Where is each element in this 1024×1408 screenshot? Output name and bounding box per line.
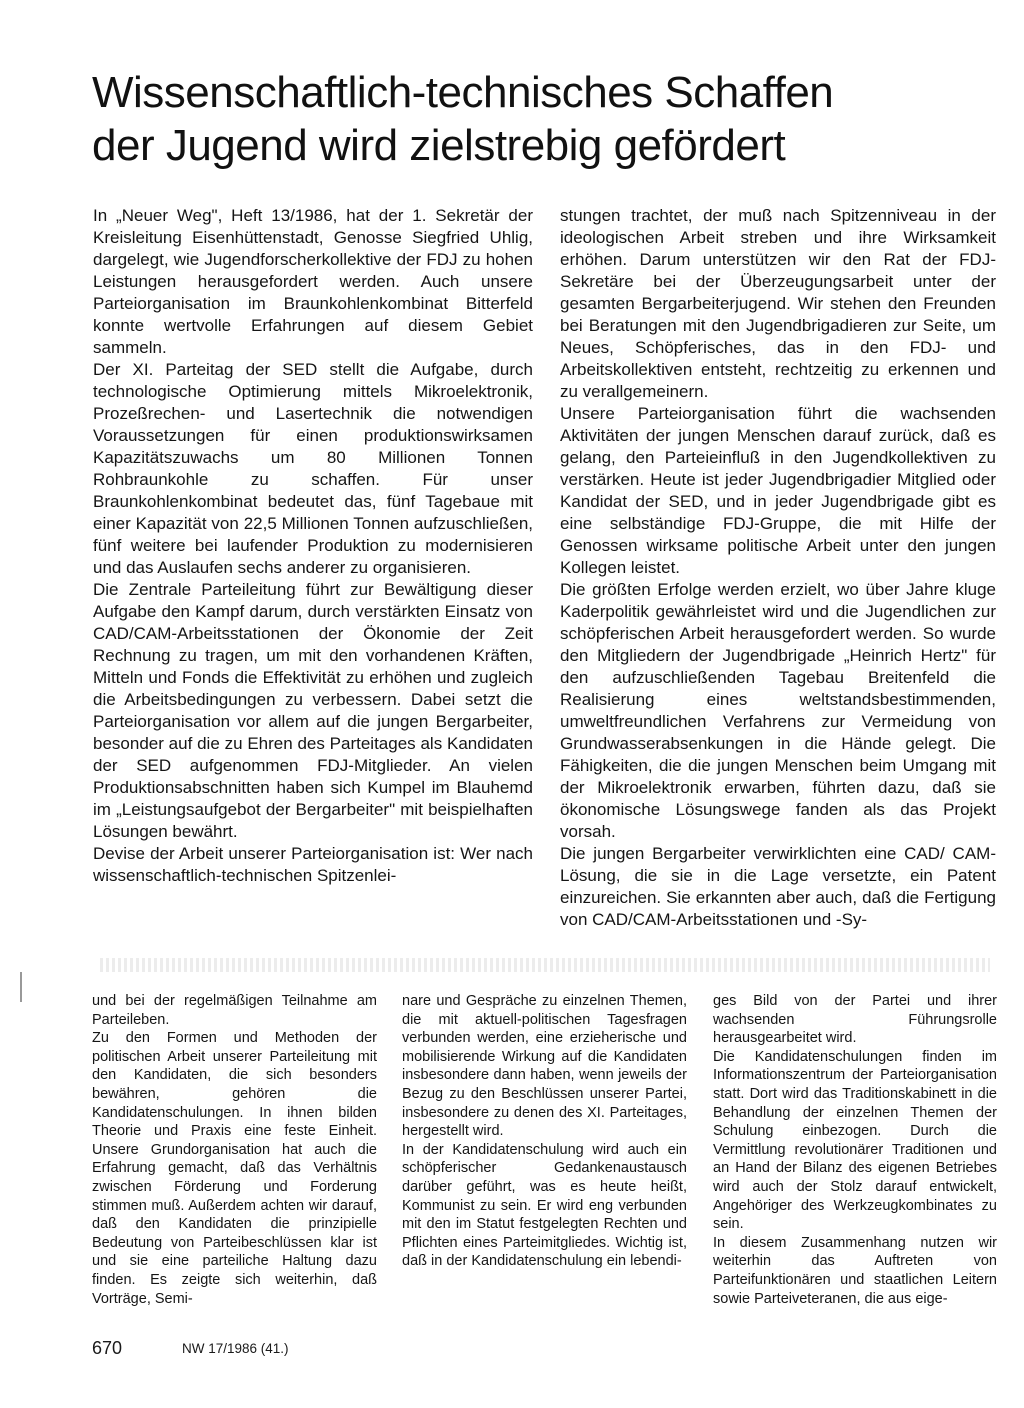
- paragraph: Der XI. Parteitag der SED stellt die Aufgabe, durch technologische Optimierung mittels Mikroelektronik, Prozeßrechen- und Lasertechnik die notwendigen Voraussetzungen für einen produktionswirksamen Kapazitätszuwachs um 80 Millionen Tonnen Rohbraunkohle zu schaffen. Für unser Braunkohlenkombinat bedeutet das, fünf Tagebaue mit einer Kapazität von 22,5 Millionen Tonnen aufzuschließen, fünf weitere bei laufender Produktion zu modernisieren und das Auslaufen sechs anderer zu organisieren.: [93, 360, 533, 577]
- bottom-column-2: [402, 992, 687, 1271]
- top-column-2: [560, 205, 996, 931]
- paragraph: In diesem Zusammenhang nutzen wir weiterhin das Auftreten von Parteifunktionären und staatlichen Leitern sowie Parteiveteranen, die aus eige-: [713, 1234, 997, 1307]
- bottom-column-1: [92, 992, 377, 1308]
- paragraph: Die Zentrale Parteileitung führt zur Bewältigung dieser Aufgabe den Kampf darum, durch verstärkten Einsatz von CAD/CAM-Arbeitsstationen der Ökonomie der Zeit Rechnung zu tragen, um mit den vorhandenen Kräften, Mitteln und Fonds die Effektivität zu erhöhen und zugleich die Arbeitsbedingungen zu verbessern. Dabei setzt die Parteiorganisation vor allem auf die jungen Bergarbeiter, besonder auf die zu Ehren des Parteitages als Kandidaten der SED aufgenommen FDJ-Mitglieder. An vielen Produktionsabschnitten haben sich Kumpel im Blauhemd im „Leistungsaufgebot der Bergarbeiter" mit beispielhaften Lösungen bewährt.: [93, 580, 533, 841]
- paragraph: Devise der Arbeit unserer Parteiorganisation ist: Wer nach wissenschaftlich-technischen Spitzenlei-: [93, 844, 533, 885]
- article-title: [92, 66, 952, 172]
- paragraph: In „Neuer Weg", Heft 13/1986, hat der 1. Sekretär der Kreisleitung Eisenhüttenstadt, Genosse Siegfried Uhlig, dargelegt, wie Jugendforscherkollektive der FDJ zu hohen Leistungen herausgefordert werden. Auch unsere Parteiorganisation im Braunkohlenkombinat Bitterfeld konnte wertvolle Erfahrungen auf diesem Gebiet sammeln.: [93, 206, 533, 357]
- top-column-1: [93, 205, 533, 887]
- paragraph: Die jungen Bergarbeiter verwirklichten eine CAD/ CAM-Lösung, die sie in die Lage versetzte, ein Patent einzureichen. Sie erkannten aber auch, daß die Fertigung von CAD/CAM-Arbeitsstationen und -Sy-: [560, 844, 996, 929]
- bottom-column-3: [713, 992, 997, 1308]
- article-title-line-2: der Jugend wird zielstrebig gefördert: [92, 121, 786, 170]
- page-number: 670: [92, 1338, 123, 1358]
- paragraph: ges Bild von der Partei und ihrer wachsenden Führungsrolle herausgearbeitet wird.: [713, 993, 997, 1047]
- paragraph: In der Kandidatenschulung wird auch ein schöpferischer Gedankenaustausch darüber geführt, was es heute heißt, Kommunist zu sein. Er wird eng verbunden mit den im Statut festgelegten Rechten und Pflichten eines Parteimitgliedes. Wichtig ist, daß in der Kandidatenschulung ein lebendi-: [402, 1141, 687, 1270]
- paragraph: stungen trachtet, der muß nach Spitzenniveau in der ideologischen Arbeit streben und ihre Wirksamkeit erhöhen. Darum unterstützen wir den Rat der FDJ-Sekretäre bei der Überzeugungsarbeit unter der gesamten Bergarbeiterjugend. Wir stehen den Freunden bei Beratungen mit den Jugendbrigadieren zur Seite, um Neues, Schöpferisches, das in den FDJ- und Arbeitskollektiven entsteht, rechtzeitig zu erkennen und zu verallgemeinern.: [560, 206, 996, 401]
- paragraph: Zu den Formen und Methoden der politischen Arbeit unserer Parteileitung mit den Kandidaten, die sich besonders bewähren, gehören die Kandidatenschulungen. In ihnen bilden Theorie und Praxis eine feste Einheit. Unsere Grundorganisation hat auch die Erfahrung gemacht, daß das Verhältnis zwischen Förderung und Forderung stimmen muß. Außerdem achten wir darauf, daß den Kandidaten die prinzipielle Bedeutung von Parteibeschlüssen klar ist und sie eine parteiliche Haltung dazu finden. Es zeigte sich weiterhin, daß Vorträge, Semi-: [92, 1030, 377, 1307]
- paragraph: und bei der regelmäßigen Teilnahme am Parteileben.: [92, 993, 377, 1028]
- paragraph: Die größten Erfolge werden erzielt, wo über Jahre kluge Kaderpolitik gewährleistet wird und die Jugendlichen zur schöpferischen Arbeit herausgefordert werden. So wurde den Mitgliedern der Jugendbrigade „Heinrich Hertz" für den aufzuschließenden Tagebau Breitenfeld die Realisierung eines weltstandsbestimmenden, umweltfreundlichen Verfahrens zur Vermeidung von Grundwasserabsenkungen in die Hände gelegt. Die Fähigkeiten, die die jungen Menschen beim Umgang mit der Mikroelektronik erwarben, führten dazu, daß sie ökonomische Lösungswege fanden als das Projekt vorsah.: [560, 580, 996, 841]
- faded-section-divider: [100, 958, 990, 972]
- scan-mark: [20, 972, 22, 1002]
- issue-reference: NW 17/1986 (41.): [182, 1341, 289, 1356]
- article-title-line-1: Wissenschaftlich-technisches Schaffen: [92, 68, 834, 117]
- paragraph: Die Kandidatenschulungen finden im Informationszentrum der Parteiorganisation statt. Dort wird das Traditionskabinett in die Behandlung der einzelnen Themen der Schulung einbezogen. Durch die Vermittlung revolutionärer Traditionen und an Hand der Bilanz des eigenen Betriebes wird auch der Stolz darauf entwickelt, Angehöriger des Werkzeugkombinates zu sein.: [713, 1048, 997, 1233]
- paragraph: nare und Gespräche zu einzelnen Themen, die mit aktuell-politischen Tagesfragen verbunden werden, eine erzieherische und mobilisierende Wirkung auf die Kandidaten insbesondere dann haben, wenn jeweils der Bezug zu den Beschlüssen unserer Partei, insbesondere zu denen des XI. Parteitages, hergestellt wird.: [402, 993, 687, 1140]
- paragraph: Unsere Parteiorganisation führt die wachsenden Aktivitäten der jungen Menschen darauf zurück, daß es gelang, den Parteieinfluß in den Jugendkollektiven zu verstärken. Heute ist jeder Jugendbrigadier Mitglied oder Kandidat der SED, und in jeder Jugendbrigade gibt es eine selbständige FDJ-Gruppe, die mit Hilfe der Genossen wirksame politische Arbeit unter den jungen Kollegen leistet.: [560, 404, 996, 577]
